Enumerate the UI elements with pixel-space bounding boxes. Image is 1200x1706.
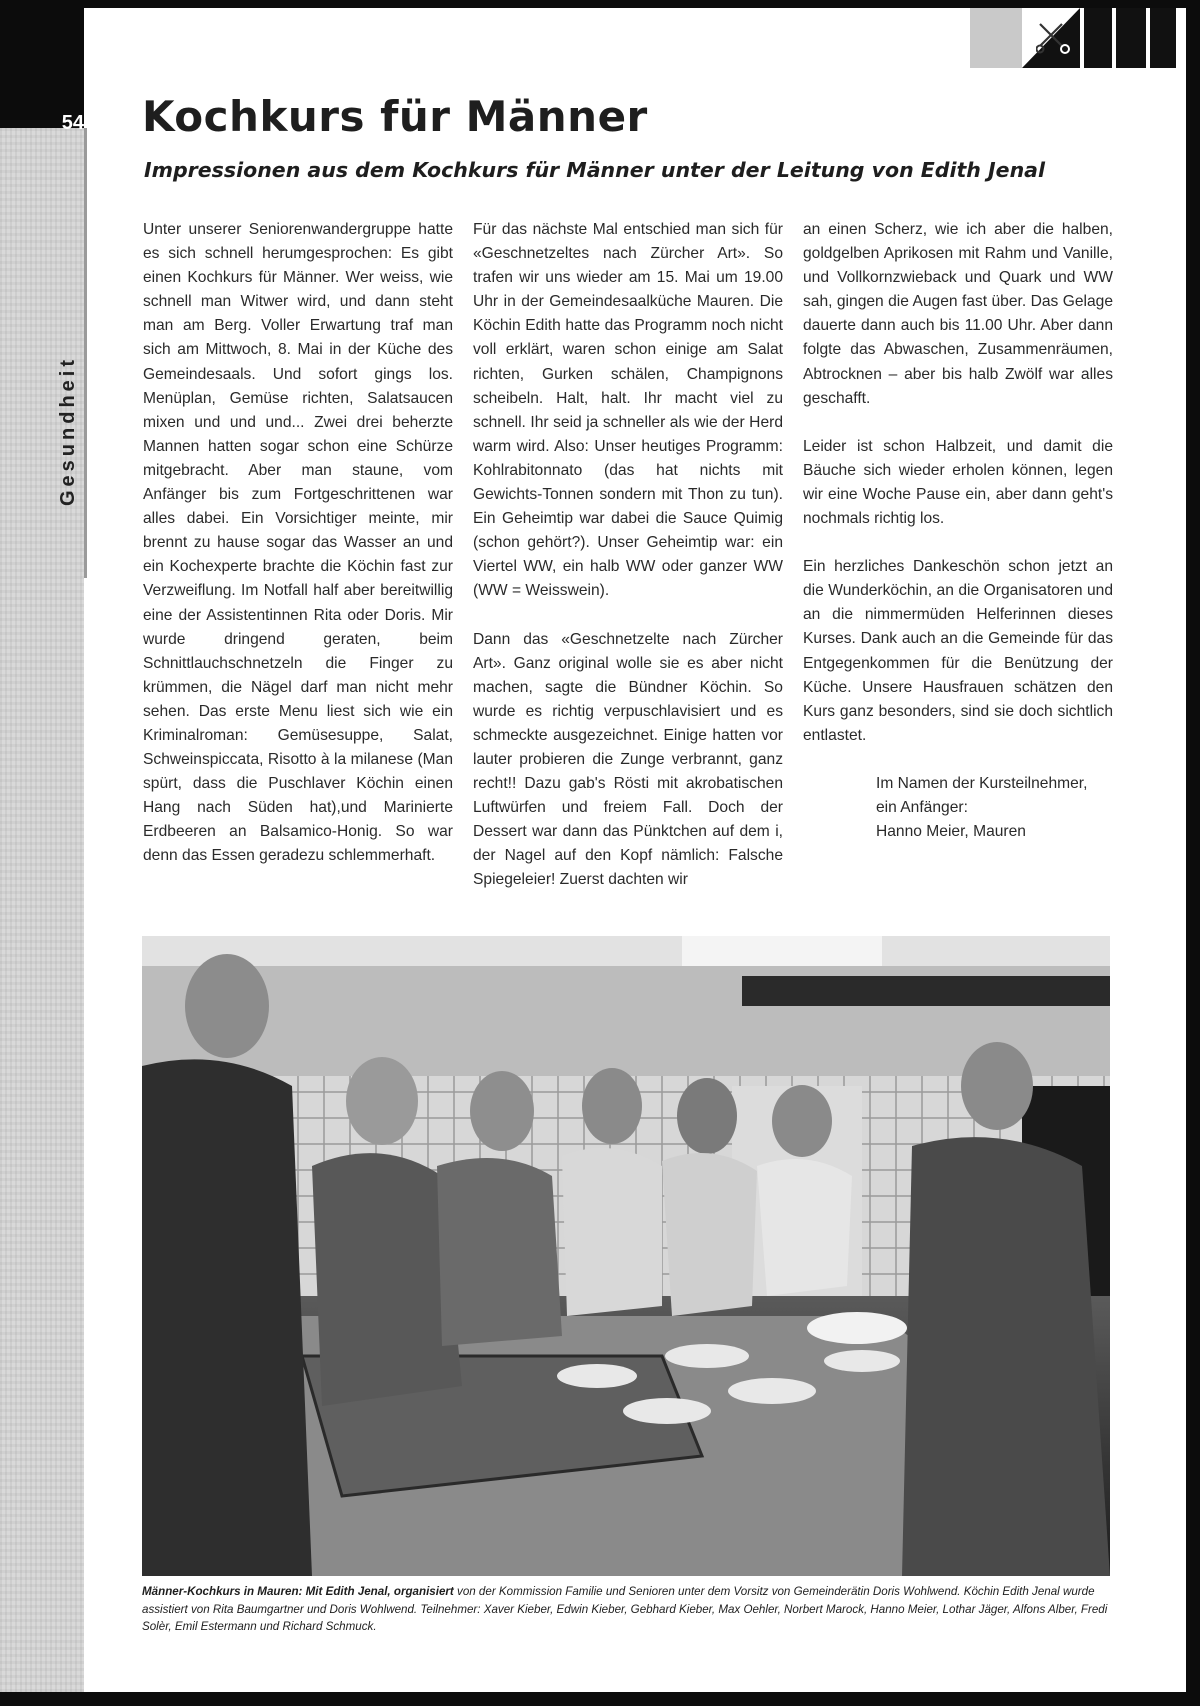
text-column-1	[143, 218, 453, 893]
scan-border-bottom	[0, 1692, 1200, 1706]
section-edge-line	[84, 128, 87, 578]
article-title: Kochkurs für Männer	[142, 92, 648, 141]
paragraph: an einen Scherz, wie ich aber die halben, goldgelben Aprikosen mit Rahm und Vanille, und Vollkornzwieback und Quark und WW sah, gingen die Augen fast über. Das Gelage dauerte dann auch bis 11.00 Uhr. Aber dann folgte das Abwaschen, Zusammenräumen, Abtrocknen – aber bis halb Zwölf war alles geschafft.	[803, 221, 1113, 407]
header-icon-block	[1022, 8, 1080, 68]
article-subtitle: Impressionen aus dem Kochkurs für Männer unter der Leitung von Edith Jenal	[144, 158, 1046, 182]
header-black-block	[1150, 8, 1176, 68]
header-decoration	[970, 8, 1186, 68]
photo-illustration	[142, 936, 1110, 1576]
signature	[876, 772, 1113, 844]
signature-line: Im Namen der Kursteilnehmer,	[876, 774, 1088, 792]
cooking-class-photo	[142, 936, 1110, 1576]
scan-border-top	[0, 0, 1200, 8]
text-column-2	[473, 218, 783, 917]
signature-author: Hanno Meier, Mauren	[876, 823, 1026, 841]
scan-corner-dark	[0, 0, 84, 128]
paragraph: Ein herzliches Dankeschön schon jetzt an die Wunderköchin, an die Organisatoren und an die nimmermüden Helferinnen dieses Kurses. Dank auch an die Gemeinde für das Entgegenkommen für die Benützung der Küche. Unsere Hausfrauen schätzen den Kurs ganz besonders, sind sie doch sichtlich entlastet.	[803, 558, 1113, 744]
scan-border-left	[0, 0, 84, 1706]
signature-line: ein Anfänger:	[876, 798, 968, 816]
scissors-icon	[1036, 20, 1070, 54]
caption-text: von der Kommission Familie und Senioren unter dem Vorsitz von Gemeinderätin Doris Wohlwend. Köchin Edith Jenal wurde assistiert von Rita Baumgartner und Doris Wohlwend. Teilnehmer: Xaver Kieber, Edwin Kieber, Gebhard Kieber, Max Oehler, Norbert Marock, Hanno Meier, Lothar Jäger, Alfons Alber, Fredi Solèr, Emil Estermann und Richard Schmuck.	[142, 1585, 1108, 1633]
header-black-block	[1084, 8, 1112, 68]
header-black-block	[1116, 8, 1146, 68]
header-gray-block	[970, 8, 1022, 68]
paragraph: Für das nächste Mal entschied man sich für «Geschnetzeltes nach Zürcher Art». So trafen wir uns wieder am 15. Mai um 19.00 Uhr in der Gemeindesaalküche Mauren. Die Köchin Edith hatte das Programm noch nicht voll erklärt, waren schon einige am Salat richten, Gurken schälen, Champignons scheibeln. Halt, halt. Ihr macht viel zu schnell. Ihr seid ja schneller als wie der Herd warm wird. Also: Unser heutiges Programm: Kohlrabitonnato (das hat nichts mit Gewichts-Tonnen sondern mit Thon zu tun). Ein Geheimtip war dabei die Sauce Quimig (schon gehört?). Unser Geheimtip war: ein Viertel WW, ein halb WW oder ganzer WW (WW = Weisswein).	[473, 221, 783, 600]
paragraph: Dann das «Geschnetzelte nach Zürcher Art». Ganz original wolle sie es aber nicht machen, sagte die Bündner Köchin. So wurde es richtig verpuschlavisiert und es schmeckte ausgezeichnet. Einige hatten vor lauter probieren die Zunge verbrannt, ganz recht!! Dazu gab's Rösti mit akrobatischen Luftwürfen und freiem Fall. Doch der Dessert war dann das Pünktchen auf dem i, der Nagel auf den Kopf nämlich: Falsche Spiegeleier! Zuerst dachten wir	[473, 630, 783, 889]
paragraph: Unter unserer Seniorenwandergruppe hatte es sich schnell herumgesprochen: Es gibt einen Kochkurs für Männer. Wer weiss, wie schnell man Witwer wird, und dann steht man am Berg. Voller Erwartung traf man sich am Mittwoch, 8. Mai in der Küche des Gemeindesaals. Und sofort gings los. Menüplan, Gemüse richten, Salatsaucen mixen und und und... Zwei drei beherzte Mannen hatten sogar schon eine Schürze mitgebracht. Aber man staune, vom Anfänger bis zum Fortgeschrittenen war alles dabei. Ein Vorsichtiger meinte, mir brennt zu hause sogar das Wasser an und ein Kochexperte brachte die Köchin fast zur Verzweiflung. Im Notfall half aber bereitwillig eine der Assistentinnen Rita oder Doris. Mir wurde dringend geraten, beim Schnittlauchschnetzeln die Finger zu krümmen, die Nägel darf man nicht mehr sehen. Das erste Menu liest sich wie ein Kriminalroman: Gemüsesuppe, Salat, Schweinspiccata, Risotto à la milanese (Man spürt, dass die Puschlaver Köchin einen Hang nach Süden hat),und Marinierte Erdbeeren an Balsamico-Honig. So war denn das Essen geradezu schlemmerhaft.	[143, 221, 453, 865]
paragraph: Leider ist schon Halbzeit, und damit die Bäuche sich wieder erholen können, legen wir eine Woche Pause ein, aber dann geht's nochmals richtig los.	[803, 437, 1113, 528]
text-column-3	[803, 218, 1113, 868]
scan-border-right	[1186, 0, 1200, 1706]
section-label: Gesundheit	[57, 355, 79, 506]
photo-caption	[142, 1583, 1110, 1636]
page-number: 54	[61, 112, 84, 134]
caption-lead: Männer-Kochkurs in Mauren: Mit Edith Jenal, organisiert	[142, 1585, 454, 1598]
